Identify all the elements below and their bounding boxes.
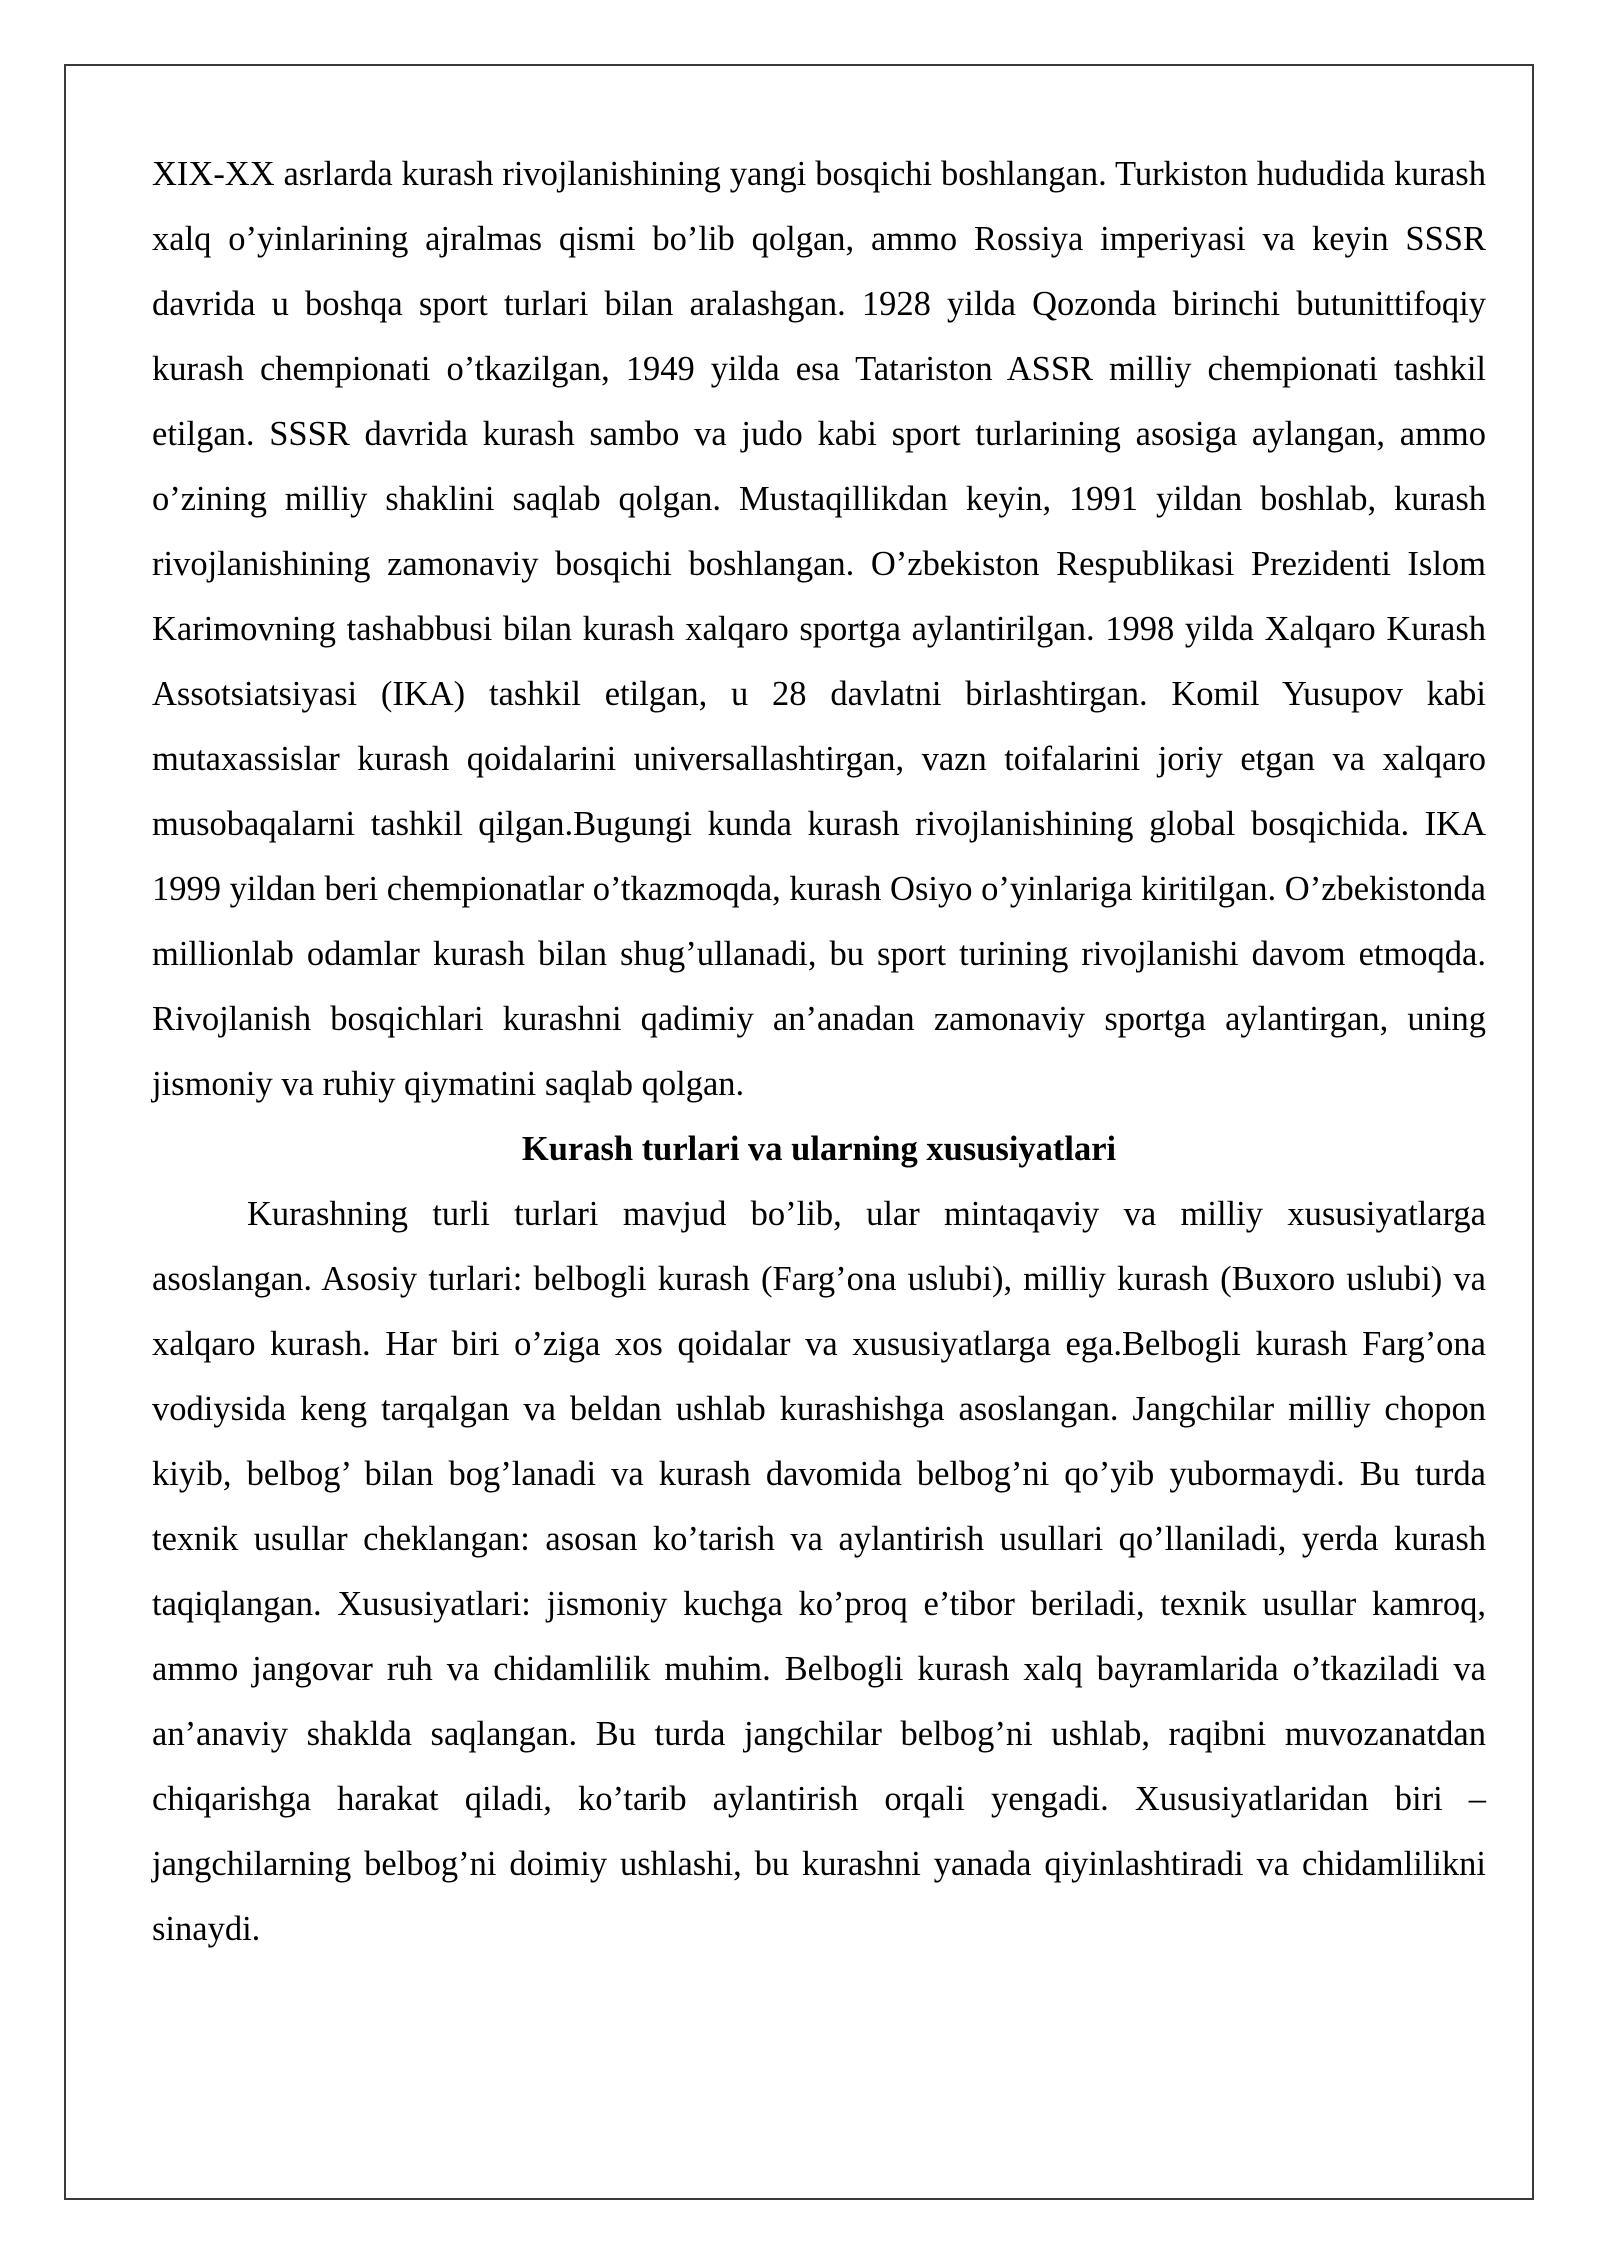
page-content — [152, 142, 1486, 1962]
body-paragraph: Kurashning turli turlari mavjud bo’lib, ular mintaqaviy va milliy xususiyatlarga asoslangan. Asosiy turlari: belbogli kurash (Farg’ona uslubi), milliy kurash (Buxoro uslubi) va xalqaro kurash. Har biri o’ziga xos qoidalar va xususiyatlarga ega.Belbogli kurash Farg’ona vodiysida keng tarqalgan va beldan ushlab kurashishga asoslangan. Jangchilar milliy chopon kiyib, belbog’ bilan bog’lanadi va kurash davomida belbog’ni qo’yib yubormaydi. Bu turda texnik usullar cheklangan: asosan ko’tarish va aylantirish usullari qo’llaniladi, yerda kurash taqiqlangan. Xususiyatlari: jismoniy kuchga ko’proq e’tibor beriladi, texnik usullar kamroq, ammo jangovar ruh va chidamlilik muhim. Belbogli kurash xalq bayramlarida o’tkaziladi va an’anaviy shaklda saqlangan. Bu turda jangchilar belbog’ni ushlab, raqibni muvozanatdan chiqarishga harakat qiladi, ko’tarib aylantirish orqali yengadi. Xususiyatlaridan biri – jangchilarning belbog’ni doimiy ushlashi, bu kurashni yanada qiyinlashtiradi va chidamlilikni sinaydi. — [152, 1195, 1486, 1948]
section-heading: Kurash turlari va ularning xususiyatlari — [521, 1130, 1117, 1168]
body-paragraph: XIX-XX asrlarda kurash rivojlanishining yangi bosqichi boshlangan. Turkiston hududida kurash xalq o’yinlarining ajralmas qismi bo’lib qolgan, ammo Rossiya imperiyasi va keyin SSSR davrida u boshqa sport turlari bilan aralashgan. 1928 yilda Qozonda birinchi butunittifoqiy kurash chempionati o’tkazilgan, 1949 yilda esa Tatariston ASSR milliy chempionati tashkil etilgan. SSSR davrida kurash sambo va judo kabi sport turlarining asosiga aylangan, ammo o’zining milliy shaklini saqlab qolgan. Mustaqillikdan keyin, 1991 yildan boshlab, kurash rivojlanishining zamonaviy bosqichi boshlangan. O’zbekiston Respublikasi Prezidenti Islom Karimovning tashabbusi bilan kurash xalqaro sportga aylantirilgan. 1998 yilda Xalqaro Kurash Assotsiatsiyasi (IKA) tashkil etilgan, u 28 davlatni birlashtirgan. Komil Yusupov kabi mutaxassislar kurash qoidalarini universallashtirgan, vazn toifalarini joriy etgan va xalqaro musobaqalarni tashkil qilgan.Bugungi kunda kurash rivojlanishining global bosqichida. IKA 1999 yildan beri chempionatlar o’tkazmoqda, kurash Osiyo o’yinlariga kiritilgan. O’zbekistonda millionlab odamlar kurash bilan shug’ullanadi, bu sport turining rivojlanishi davom etmoqda. Rivojlanish bosqichlari kurashni qadimiy an’anadan zamonaviy sportga aylantirgan, uning jismoniy va ruhiy qiymatini saqlab qolgan. — [152, 155, 1486, 1103]
